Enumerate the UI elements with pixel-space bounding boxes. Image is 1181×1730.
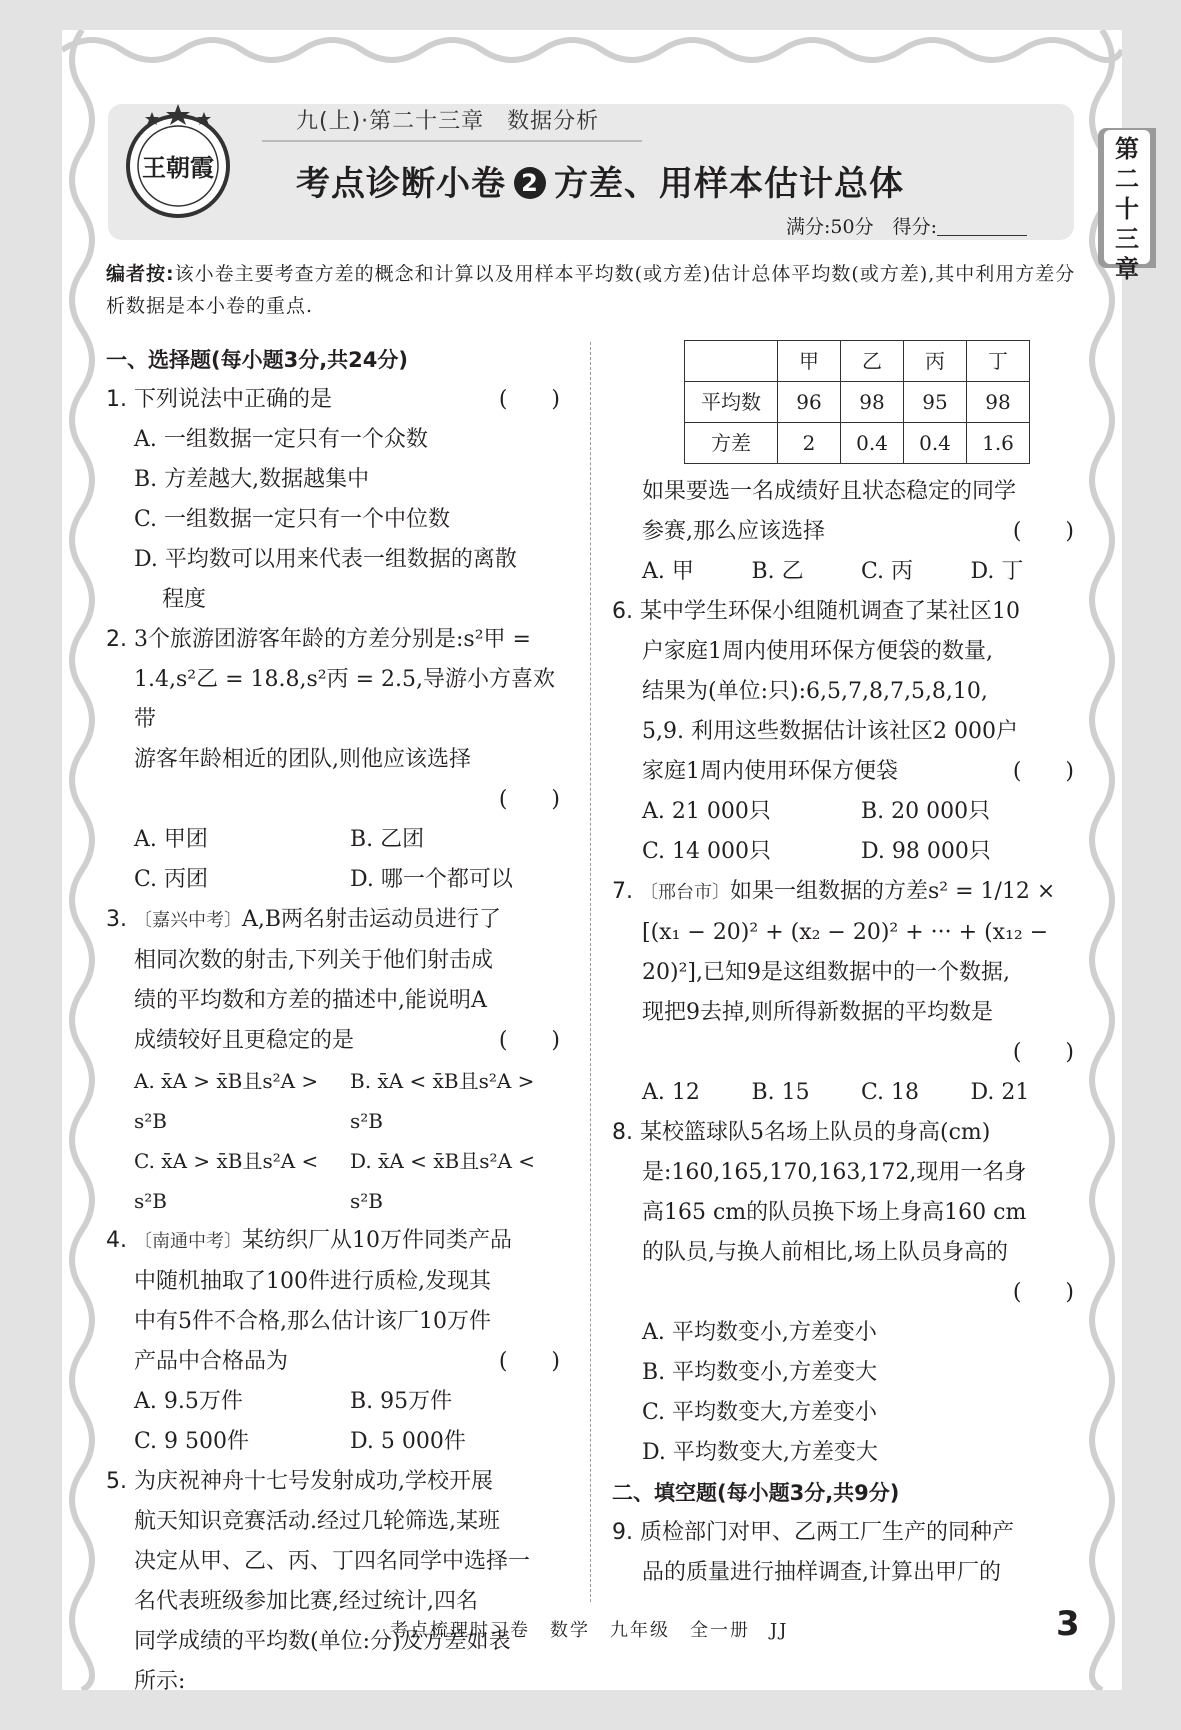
option-c: C. 丙团 [134,867,209,892]
answer-paren: ( ) [1012,519,1074,544]
column-divider [590,342,591,1602]
question-text: 3个旅游团游客年龄的方差分别是:s²甲 = [134,627,531,652]
breadcrumb-underline [262,140,642,142]
table-cell [685,341,778,382]
option-a: A. 9.5万件 [134,1389,243,1414]
question-number: 6. [612,599,633,624]
options-row [612,792,1080,832]
question-1 [106,380,566,420]
option-d: D. 5 000件 [350,1429,466,1454]
question-text: 质检部门对甲、乙两工厂生产的同种产 [640,1520,1015,1545]
question-text: 如果要选一名成绩好且状态稳定的同学 [642,479,1017,504]
question-text: 是:160,165,170,163,172,现用一名身 [642,1160,1027,1185]
question-text: 如果一组数据的方差s² = 1/12 × [730,879,1056,904]
option-b: B. 乙 [751,559,804,584]
question-text: 所示: [134,1669,186,1694]
question-number: 3. [106,907,127,932]
question-text: 家庭1周内使用环保方便袋 [642,759,898,784]
question-text: 1.4,s²乙 = 18.8,s²丙 = 2.5,导游小方喜欢带 [134,667,555,732]
question-text: 中有5件不合格,那么估计该厂10万件 [134,1309,491,1334]
question-text: 同学成绩的平均数(单位:分)及方差如表 [134,1629,511,1654]
answer-paren: ( ) [1012,1040,1074,1065]
title-main: 方差、用样本估计总体 [554,164,904,204]
options-row [106,1382,566,1422]
question-2 [106,620,566,660]
option-c: C. 丙 [861,559,914,584]
answer-paren: ( ) [498,1349,560,1374]
table-cell: 98 [841,382,904,423]
option-d: D. 丁 [970,559,1024,584]
table-cell: 95 [904,382,967,423]
option-a: A. 甲团 [134,827,208,852]
section-choice-heading: 一、选择题(每小题3分,共24分) [106,348,409,372]
option-c: C. 14 000只 [642,839,772,864]
option-a: A. 甲 [642,559,694,584]
option-b: B. x̄A < x̄B且s²A > s²B [350,1069,535,1133]
option-c: C. 一组数据一定只有一个中位数 [134,507,451,532]
table-cell: 0.4 [841,423,904,464]
score-line [786,212,1027,239]
answer-paren: ( ) [498,787,560,812]
option-b: B. 平均数变小,方差变大 [642,1360,878,1385]
option-c: C. 9 500件 [134,1429,250,1454]
question-text: 5,9. 利用这些数据估计该社区2 000户 [642,719,1018,744]
question-text: 决定从甲、乙、丙、丁四名同学中选择一 [134,1549,531,1574]
question-number: 7. [612,879,633,904]
question-text: 产品中合格品为 [134,1349,289,1374]
answer-paren: ( ) [498,387,560,412]
option-c: C. 18 [861,1080,920,1105]
option-b: B. 15 [751,1080,810,1105]
question-3 [106,900,566,941]
option-c: C. x̄A > x̄B且s²A < s²B [134,1149,319,1213]
table-cell: 0.4 [904,423,967,464]
page-title [296,156,904,205]
table-cell: 丙 [904,341,967,382]
options-row [106,1422,566,1462]
options-row [612,1073,1080,1113]
question-number: 8. [612,1120,633,1145]
question-8 [612,1113,1080,1153]
question-5 [106,1462,566,1502]
option-c: C. 平均数变大,方差变小 [642,1400,878,1425]
options-row [106,860,566,900]
question-text: 成绩较好且更稳定的是 [134,1028,355,1053]
option-d: D. 平均数变大,方差变大 [642,1440,878,1465]
table-header-row [685,341,1030,382]
option-d: D. 98 000只 [861,839,991,864]
table-cell: 平均数 [685,382,778,423]
table-cell: 2 [778,423,841,464]
table-cell: 方差 [685,423,778,464]
source-tag: 〔邢台市〕 [640,882,730,903]
option-b: B. 20 000只 [861,799,991,824]
options-row [106,820,566,860]
question-text: 的队员,与换人前相比,场上队员身高的 [642,1240,1008,1265]
editor-note-label: 编者按: [106,263,175,285]
table-cell: 丁 [967,341,1030,382]
option-a: A. 12 [642,1080,700,1105]
question-text: 户家庭1周内使用环保方便袋的数量, [642,639,993,664]
option-a: A. 一组数据一定只有一个众数 [134,427,428,452]
source-tag: 〔南通中考〕 [134,1231,242,1252]
option-a: A. x̄A > x̄B且s²A > s²B [134,1069,319,1133]
option-a: A. 21 000只 [642,799,771,824]
question-text: [(x₁ − 20)² + (x₂ − 20)² + ··· + (x₁₂ − [642,920,1049,945]
options-row [106,1141,566,1221]
question-number: 9. [612,1520,633,1545]
table-cell: 98 [967,382,1030,423]
question-4 [106,1221,566,1262]
question-number: 1. [106,387,127,412]
title-number-badge: 2 [514,167,546,199]
options-row [612,832,1080,872]
page-number: 3 [1056,1604,1080,1644]
option-d: D. 21 [970,1080,1030,1105]
table-cell: 96 [778,382,841,423]
question-9 [612,1513,1080,1553]
score-table [684,340,1030,464]
brand-seal-logo [118,96,238,224]
answer-paren: ( ) [1012,759,1074,784]
option-d: D. 平均数可以用来代表一组数据的离散 [134,547,517,572]
editor-note-text: 该小卷主要考查方差的概念和计算以及用样本平均数(或方差)估计总体平均数(或方差),其中利用方差分析数据是本小卷的重点. [106,263,1076,317]
score-label: 满分:50分 得分: [786,216,937,238]
table-row [685,423,1030,464]
footer-text: 考点梳理时习卷 数学 九年级 全一册 JJ [390,1620,789,1641]
source-tag: 〔嘉兴中考〕 [134,910,242,931]
score-blank [937,217,1027,236]
option-d-cont: 程度 [162,587,207,612]
question-text: 航天知识竞赛活动.经过几轮筛选,某班 [134,1509,500,1534]
question-text: 参赛,那么应该选择 [642,519,825,544]
option-a: A. 平均数变小,方差变小 [642,1320,877,1345]
question-stem: 下列说法中正确的是 [134,387,333,412]
question-text-line [106,1021,566,1061]
question-text: 相同次数的射击,下列关于他们射击成 [134,948,493,973]
table-row [685,382,1030,423]
question-text: 品的质量进行抽样调查,计算出甲厂的 [642,1560,1001,1585]
question-text: 某中学生环保小组随机调查了某社区10 [640,599,1020,624]
table-cell: 乙 [841,341,904,382]
question-7 [612,872,1080,913]
breadcrumb: 九(上)·第二十三章 数据分析 [296,109,600,134]
question-text: 某校篮球队5名场上队员的身高(cm) [640,1120,991,1145]
table-cell: 1.6 [967,423,1030,464]
question-text: 绩的平均数和方差的描述中,能说明A [134,988,487,1013]
editor-note [106,258,1076,322]
chapter-side-tab: 第 二 十 三 章 [1104,130,1150,264]
question-text-line [612,752,1080,792]
options-row [106,1061,566,1141]
option-b: B. 乙团 [350,827,425,852]
question-text: 现把9去掉,则所得新数据的平均数是 [642,1000,993,1025]
svg-text:王朝霞: 王朝霞 [142,153,214,182]
question-text: A,B两名射击运动员进行了 [242,907,502,932]
question-text-line [612,512,1080,552]
question-text: 为庆祝神舟十七号发射成功,学校开展 [134,1469,493,1494]
question-text-line [106,1342,566,1382]
option-b: B. 方差越大,数据越集中 [134,467,370,492]
question-6 [612,592,1080,632]
answer-paren: ( ) [1012,1280,1074,1305]
question-number: 4. [106,1228,127,1253]
option-d: D. 哪一个都可以 [350,867,513,892]
answer-paren: ( ) [498,1028,560,1053]
question-text: 20)²],已知9是这组数据中的一个数据, [642,960,1010,985]
question-number: 5. [106,1469,127,1494]
question-text: 中随机抽取了100件进行质检,发现其 [134,1269,491,1294]
title-prefix: 考点诊断小卷 [296,164,506,204]
question-text: 某纺织厂从10万件同类产品 [242,1228,512,1253]
option-d: D. x̄A < x̄B且s²A < s²B [350,1149,536,1213]
left-column [106,340,566,1702]
question-number: 2. [106,627,127,652]
question-text: 高165 cm的队员换下场上身高160 cm [642,1200,1027,1225]
question-text: 名代表班级参加比赛,经过统计,四名 [134,1589,478,1614]
question-text: 结果为(单位:只):6,5,7,8,7,5,8,10, [642,679,988,704]
options-row [612,552,1080,592]
option-b: B. 95万件 [350,1389,453,1414]
question-text: 游客年龄相近的团队,则他应该选择 [134,747,471,772]
right-column [612,340,1080,1593]
section-fill-heading: 二、填空题(每小题3分,共9分) [612,1481,900,1505]
table-cell: 甲 [778,341,841,382]
